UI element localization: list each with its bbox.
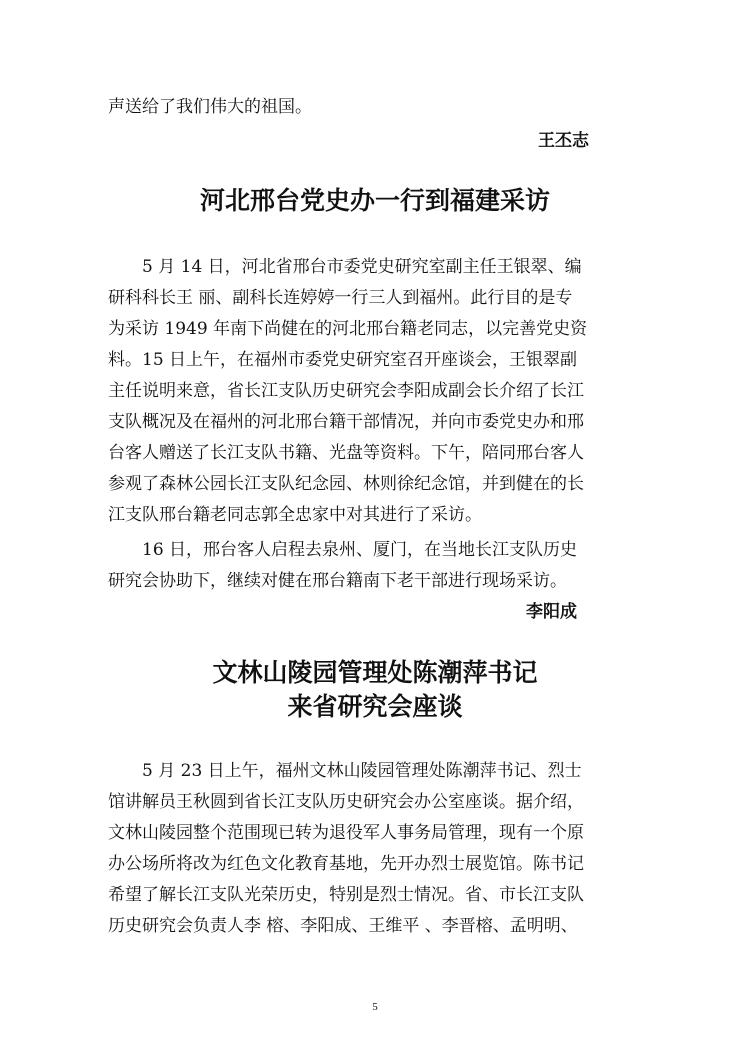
- article1-line: 16 日，邢台客人启程去泉州、厦门，在当地长江支队历史: [142, 540, 578, 560]
- article1-signature: 李阳成: [526, 602, 577, 622]
- article1-line: 为采访 1949 年南下尚健在的河北邢台籍老同志，以完善党史资: [108, 319, 588, 339]
- article2-line: 文林山陵园整个范围现已转为退役军人事务局管理，现有一个原: [108, 823, 584, 843]
- article2-line: 5 月 23 日上午，福州文林山陵园管理处陈潮萍书记、烈士: [142, 761, 582, 781]
- article2-title-line2: 来省研究会座谈: [287, 692, 463, 721]
- article1-line: 参观了森林公园长江支队纪念园、林则徐纪念馆，并到健在的长: [108, 474, 584, 494]
- article1-line: 支队概况及在福州的河北邢台籍干部情况，并向市委党史办和邢: [108, 412, 584, 432]
- article1-line: 研究会协助下，继续对健在邢台籍南下老干部进行现场采访。: [108, 571, 567, 591]
- article1-line: 江支队邢台籍老同志郭全忠家中对其进行了采访。: [108, 505, 482, 525]
- article1-line: 料。15 日上午，在福州市委党史研究室召开座谈会，王银翠副: [108, 350, 578, 370]
- intro-text-line: 声送给了我们伟大的祖国。: [108, 97, 312, 117]
- article1-line: 主任说明来意，省长江支队历史研究会李阳成副会长介绍了长江: [108, 381, 584, 401]
- article1-line: 台客人赠送了长江支队书籍、光盘等资料。下午，陪同邢台客人: [108, 443, 584, 463]
- article1-title: 河北邢台党史办一行到福建采访: [199, 186, 550, 215]
- article1-line: 研科科长王 丽、副科长连婷婷一行三人到福州。此行目的是专: [108, 288, 573, 308]
- article2-title-line1: 文林山陵园管理处陈潮萍书记: [212, 658, 538, 687]
- article1-line: 5 月 14 日，河北省邢台市委党史研究室副主任王银翠、编: [142, 257, 582, 277]
- intro-signature: 王丕志: [538, 131, 589, 151]
- article2-line: 馆讲解员王秋圆到省长江支队历史研究会办公室座谈。据介绍，: [108, 792, 584, 812]
- article2-line: 办公场所将改为红色文化教育基地，先开办烈士展览馆。陈书记: [108, 854, 584, 874]
- page-number: 5: [372, 1001, 378, 1013]
- article2-line: 希望了解长江支队光荣历史，特别是烈士情况。省、市长江支队: [108, 885, 584, 905]
- article2-line: 历史研究会负责人李 榕、李阳成、王维平 、李晋榕、孟明明、: [108, 916, 578, 936]
